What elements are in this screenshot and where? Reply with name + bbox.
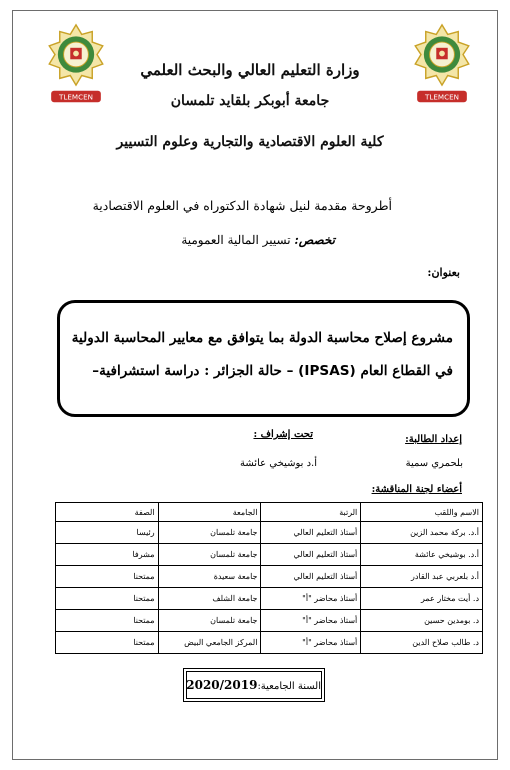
university-logo-right	[408, 22, 476, 108]
jury-member-name: أ.د. بوشيخي عائشة	[361, 544, 483, 566]
jury-member-name: د. بومدين حسين	[361, 610, 483, 632]
thesis-title-box	[57, 300, 470, 417]
jury-table	[55, 502, 483, 654]
academic-year-label: السنة الجامعية:	[257, 681, 321, 692]
col-name-header: الاسم واللقب	[361, 503, 483, 522]
jury-member-rank: أستاذ التعليم العالي	[261, 522, 361, 544]
jury-member-role: مشرفا	[56, 544, 159, 566]
jury-member-university: المركز الجامعي البيض	[158, 632, 261, 654]
title-line-2-post: – حالة الجزائر : دراسة استشرافية–	[92, 363, 294, 379]
jury-member-name: أ.د بلعربي عبد القادر	[361, 566, 483, 588]
jury-member-rank: أستاذ محاضر "أ"	[261, 632, 361, 654]
jury-member-rank: أستاذ التعليم العالي	[261, 566, 361, 588]
table-row	[56, 566, 483, 588]
jury-member-role: ممتحنا	[56, 566, 159, 588]
col-university-header: الجامعة	[158, 503, 261, 522]
jury-member-university: جامعة تلمسان	[158, 522, 261, 544]
supervisor-name: أ.د بوشيخي عائشة	[240, 458, 317, 469]
thesis-description: أطروحة مقدمة لنيل شهادة الدكتوراه في العلوم الاقتصادية	[92, 198, 392, 213]
col-rank-header: الرتبة	[261, 503, 361, 522]
jury-member-university: جامعة سعيدة	[158, 566, 261, 588]
jury-label: أعضاء لجنة المناقشة:	[371, 484, 462, 495]
specialty-label: تخصص:	[294, 233, 335, 247]
faculty-name: كلية العلوم الاقتصادية والتجارية وعلوم التسيير	[116, 134, 384, 150]
jury-member-role: ممتحنا	[56, 632, 159, 654]
logo-text: TLEMCEN	[59, 92, 93, 102]
thesis-title-line-1: مشروع إصلاح محاسبة الدولة بما يتوافق مع معايير المحاسبة الدولية	[71, 330, 453, 346]
prepared-by-label: إعداد الطالبة:	[405, 434, 462, 445]
jury-member-name: أ.د. بركة محمد الزين	[361, 522, 483, 544]
academic-year-box	[186, 671, 322, 699]
jury-member-name: د. أيت مختار عمر	[361, 588, 483, 610]
table-row	[56, 610, 483, 632]
jury-member-university: جامعة تلمسان	[158, 610, 261, 632]
specialty	[181, 233, 335, 247]
thesis-title-line-2	[70, 361, 453, 381]
table-row	[56, 588, 483, 610]
jury-member-role: رئيسا	[56, 522, 159, 544]
jury-table-header	[56, 503, 483, 522]
jury-member-university: جامعة الشلف	[158, 588, 261, 610]
supervisor-label: تحت إشراف :	[253, 429, 313, 440]
university-name: جامعة أبوبكر بلقايد تلمسان	[170, 93, 330, 109]
title-line-2-pre: في القطاع العام	[360, 363, 453, 379]
table-row	[56, 632, 483, 654]
title-label: بعنوان:	[427, 266, 460, 279]
jury-member-university: جامعة تلمسان	[158, 544, 261, 566]
logo-text: TLEMCEN	[425, 92, 459, 102]
specialty-value: تسيير المالية العمومية	[181, 233, 291, 247]
jury-member-rank: أستاذ محاضر "أ"	[261, 588, 361, 610]
student-name: بلحمري سمية	[405, 458, 463, 469]
title-line-2-code: (IPSAS)	[298, 363, 356, 379]
jury-member-role: ممتحنا	[56, 588, 159, 610]
jury-member-role: ممتحنا	[56, 610, 159, 632]
ministry-name: وزارة التعليم العالي والبحث العلمي	[140, 61, 360, 79]
col-role-header: الصفة	[56, 503, 159, 522]
table-row	[56, 522, 483, 544]
jury-member-rank: أستاذ محاضر "أ"	[261, 610, 361, 632]
jury-member-name: د. طالب صلاح الدين	[361, 632, 483, 654]
academic-year-value: 2020/2019	[186, 678, 258, 692]
table-row	[56, 544, 483, 566]
jury-member-rank: أستاذ التعليم العالي	[261, 544, 361, 566]
